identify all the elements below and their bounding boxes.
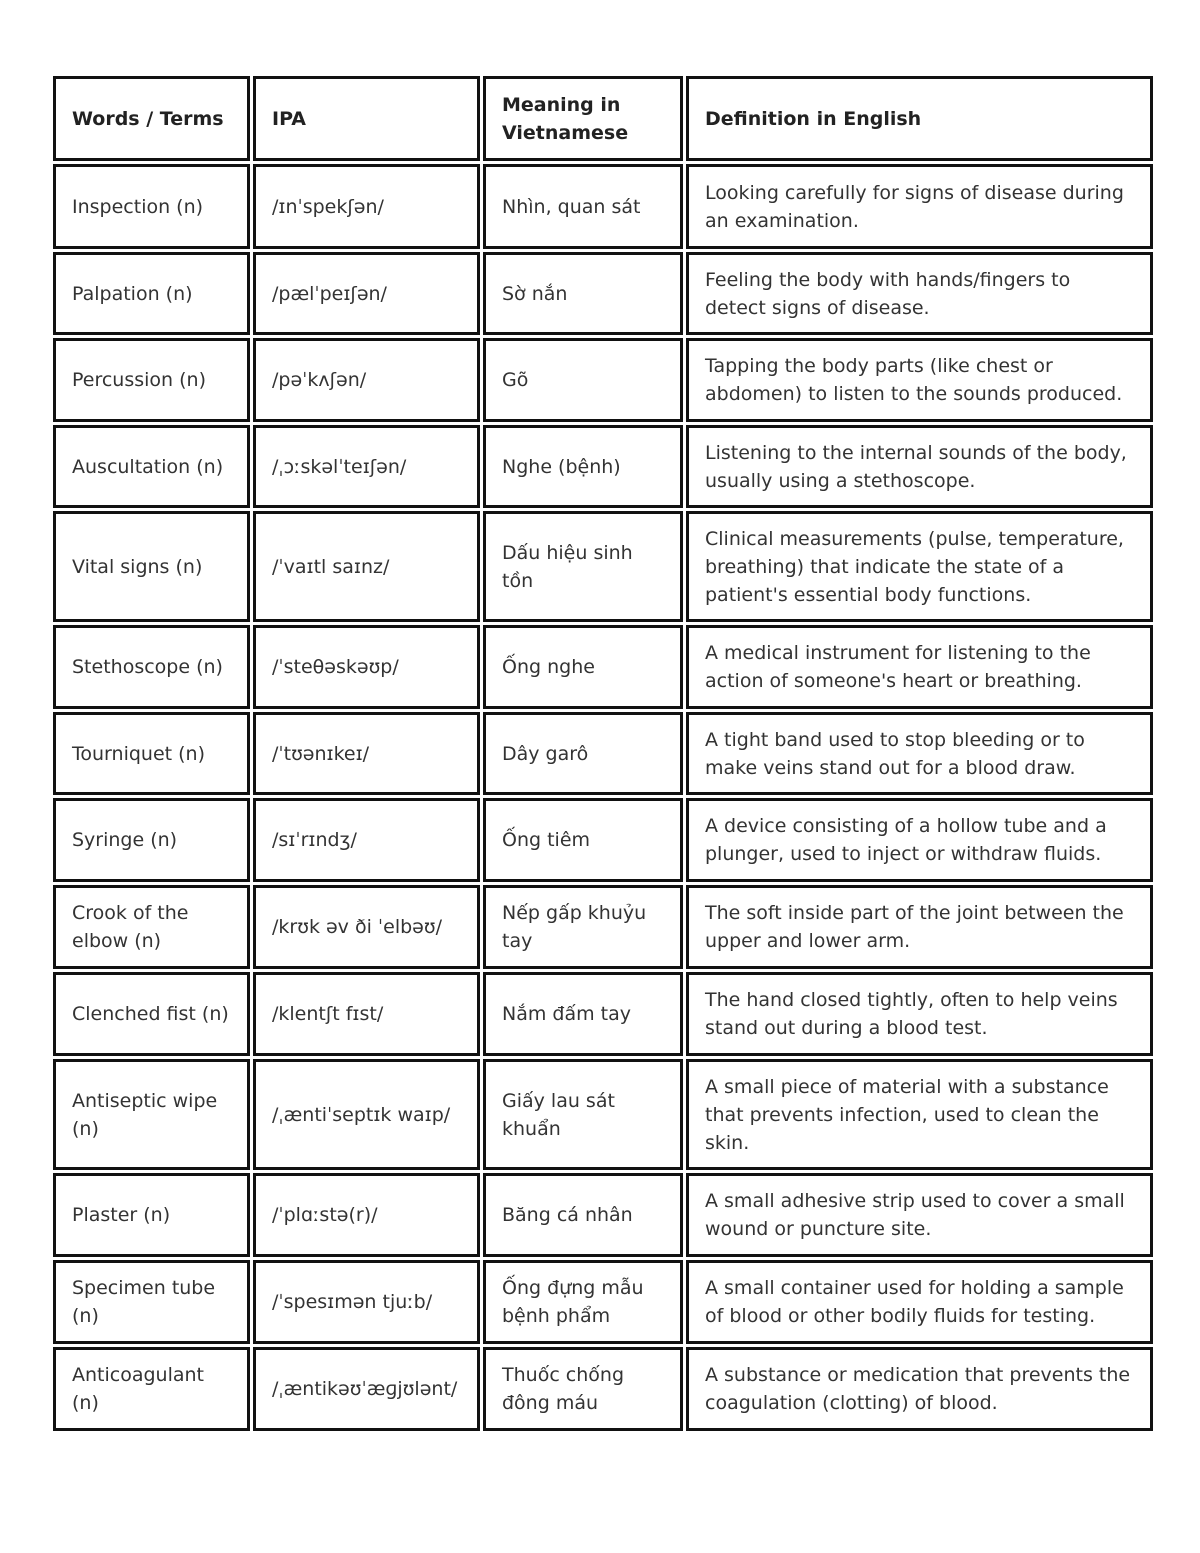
ipa-cell: /ɪnˈspekʃən/ — [253, 164, 480, 249]
term-cell: Percussion (n) — [53, 338, 250, 422]
definition-cell: Listening to the internal sounds of the body, usually using a stethoscope. — [686, 425, 1153, 508]
header-row — [53, 76, 1153, 161]
definition-cell: The soft inside part of the joint between the upper and lower arm. — [686, 885, 1153, 969]
vietnamese-cell: Giấy lau sát khuẩn — [483, 1059, 683, 1170]
ipa-cell: /ˈplɑːstə(r)/ — [253, 1173, 480, 1257]
ipa-cell: /ˈspesɪmən tjuːb/ — [253, 1260, 480, 1344]
definition-cell: Feeling the body with hands/fingers to detect signs of disease. — [686, 252, 1153, 335]
vietnamese-cell: Dây garô — [483, 712, 683, 795]
header-ipa: IPA — [253, 76, 480, 161]
definition-cell: A small adhesive strip used to cover a small wound or puncture site. — [686, 1173, 1153, 1257]
table-body — [53, 164, 1153, 1431]
table-row — [53, 338, 1153, 422]
table-row — [53, 1059, 1153, 1170]
table-row — [53, 625, 1153, 709]
vietnamese-cell: Băng cá nhân — [483, 1173, 683, 1257]
table-row — [53, 1260, 1153, 1344]
table-row — [53, 972, 1153, 1056]
term-cell: Plaster (n) — [53, 1173, 250, 1257]
header-vietnamese: Meaning in Vietnamese — [483, 76, 683, 161]
term-cell: Clenched fist (n) — [53, 972, 250, 1056]
term-cell: Auscultation (n) — [53, 425, 250, 508]
vietnamese-cell: Nếp gấp khuỷu tay — [483, 885, 683, 969]
definition-cell: A small piece of material with a substance that prevents infection, used to clean the skin. — [686, 1059, 1153, 1170]
vietnamese-cell: Dấu hiệu sinh tồn — [483, 511, 683, 622]
definition-cell: Tapping the body parts (like chest or abdomen) to listen to the sounds produced. — [686, 338, 1153, 422]
ipa-cell: /ˌæntiˈseptɪk waɪp/ — [253, 1059, 480, 1170]
definition-cell: A medical instrument for listening to the action of someone's heart or breathing. — [686, 625, 1153, 709]
vietnamese-cell: Ống đựng mẫu bệnh phẩm — [483, 1260, 683, 1344]
vietnamese-cell: Nghe (bệnh) — [483, 425, 683, 508]
vietnamese-cell: Nhìn, quan sát — [483, 164, 683, 249]
ipa-cell: /ˈsteθəskəʊp/ — [253, 625, 480, 709]
definition-cell: A substance or medication that prevents the coagulation (clotting) of blood. — [686, 1347, 1153, 1431]
ipa-cell: /pælˈpeɪʃən/ — [253, 252, 480, 335]
table-row — [53, 252, 1153, 335]
ipa-cell: /ˈvaɪtl saɪnz/ — [253, 511, 480, 622]
table-row — [53, 712, 1153, 795]
term-cell: Crook of the elbow (n) — [53, 885, 250, 969]
term-cell: Vital signs (n) — [53, 511, 250, 622]
definition-cell: A device consisting of a hollow tube and a plunger, used to inject or withdraw fluids. — [686, 798, 1153, 882]
definition-cell: A small container used for holding a sample of blood or other bodily fluids for testing. — [686, 1260, 1153, 1344]
term-cell: Tourniquet (n) — [53, 712, 250, 795]
vietnamese-cell: Thuốc chống đông máu — [483, 1347, 683, 1431]
ipa-cell: /klentʃt fɪst/ — [253, 972, 480, 1056]
ipa-cell: /ˈtʊənɪkeɪ/ — [253, 712, 480, 795]
definition-cell: Looking carefully for signs of disease during an examination. — [686, 164, 1153, 249]
term-cell: Inspection (n) — [53, 164, 250, 249]
term-cell: Antiseptic wipe (n) — [53, 1059, 250, 1170]
vietnamese-cell: Ống nghe — [483, 625, 683, 709]
ipa-cell: /ˌæntikəʊˈæɡjʊlənt/ — [253, 1347, 480, 1431]
table-row — [53, 511, 1153, 622]
term-cell: Palpation (n) — [53, 252, 250, 335]
table-row — [53, 885, 1153, 969]
ipa-cell: /krʊk əv ði ˈelbəʊ/ — [253, 885, 480, 969]
vietnamese-cell: Ống tiêm — [483, 798, 683, 882]
definition-cell: A tight band used to stop bleeding or to make veins stand out for a blood draw. — [686, 712, 1153, 795]
term-cell: Specimen tube (n) — [53, 1260, 250, 1344]
table-row — [53, 425, 1153, 508]
definition-cell: The hand closed tightly, often to help veins stand out during a blood test. — [686, 972, 1153, 1056]
table-row — [53, 164, 1153, 249]
table-row — [53, 1173, 1153, 1257]
header-terms: Words / Terms — [53, 76, 250, 161]
table-row — [53, 1347, 1153, 1431]
ipa-cell: /ˌɔːskəlˈteɪʃən/ — [253, 425, 480, 508]
term-cell: Stethoscope (n) — [53, 625, 250, 709]
vietnamese-cell: Gõ — [483, 338, 683, 422]
vietnamese-cell: Sờ nắn — [483, 252, 683, 335]
term-cell: Anticoagulant (n) — [53, 1347, 250, 1431]
term-cell: Syringe (n) — [53, 798, 250, 882]
ipa-cell: /pəˈkʌʃən/ — [253, 338, 480, 422]
vocabulary-table — [50, 73, 1156, 1434]
table-row — [53, 798, 1153, 882]
header-definition: Definition in English — [686, 76, 1153, 161]
definition-cell: Clinical measurements (pulse, temperature, breathing) that indicate the state of a patient's essential body functions. — [686, 511, 1153, 622]
ipa-cell: /sɪˈrɪndʒ/ — [253, 798, 480, 882]
vietnamese-cell: Nắm đấm tay — [483, 972, 683, 1056]
